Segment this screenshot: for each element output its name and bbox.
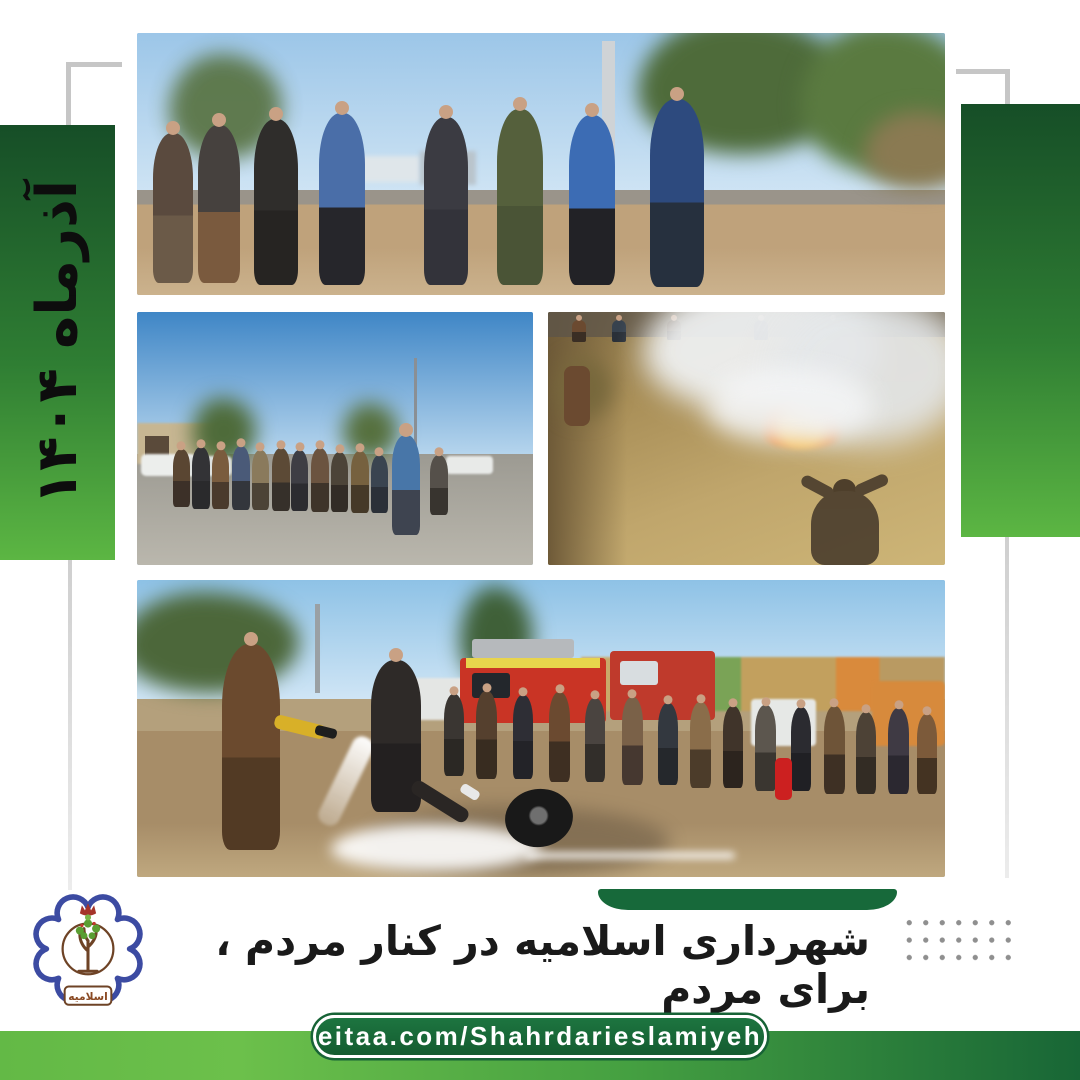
photo-brush-fire xyxy=(548,312,945,565)
photographer-shadow xyxy=(794,479,897,565)
photo-officials-group xyxy=(137,33,945,295)
municipality-logo xyxy=(24,888,152,1022)
photo-extinguisher-drill xyxy=(137,580,945,877)
date-banner xyxy=(0,125,115,560)
logo-caption: اسلامیه xyxy=(68,990,108,1004)
trainer-figure xyxy=(222,644,280,850)
red-extinguisher xyxy=(775,758,792,800)
bracket-top-right-horizontal xyxy=(956,69,1010,74)
eitaa-link-button[interactable]: eitaa.com/Shahrdarieslamiyeh xyxy=(313,1015,767,1058)
footer-green-tab xyxy=(598,889,897,910)
dot-grid-decoration xyxy=(898,911,1020,971)
right-vertical-line xyxy=(1005,537,1009,878)
bracket-top-right-vertical xyxy=(1005,69,1010,106)
left-vertical-line xyxy=(68,560,72,890)
photo-crowd-lot xyxy=(137,312,533,565)
bracket-top-left-horizontal xyxy=(66,62,122,67)
footer-slogan: شهرداری اسلامیه در کنار مردم ، برای مردم xyxy=(215,917,870,1013)
right-green-block xyxy=(961,104,1080,537)
bracket-top-left-vertical xyxy=(66,62,71,125)
date-label: آذرماه ۱۴۰۴ xyxy=(25,179,90,506)
